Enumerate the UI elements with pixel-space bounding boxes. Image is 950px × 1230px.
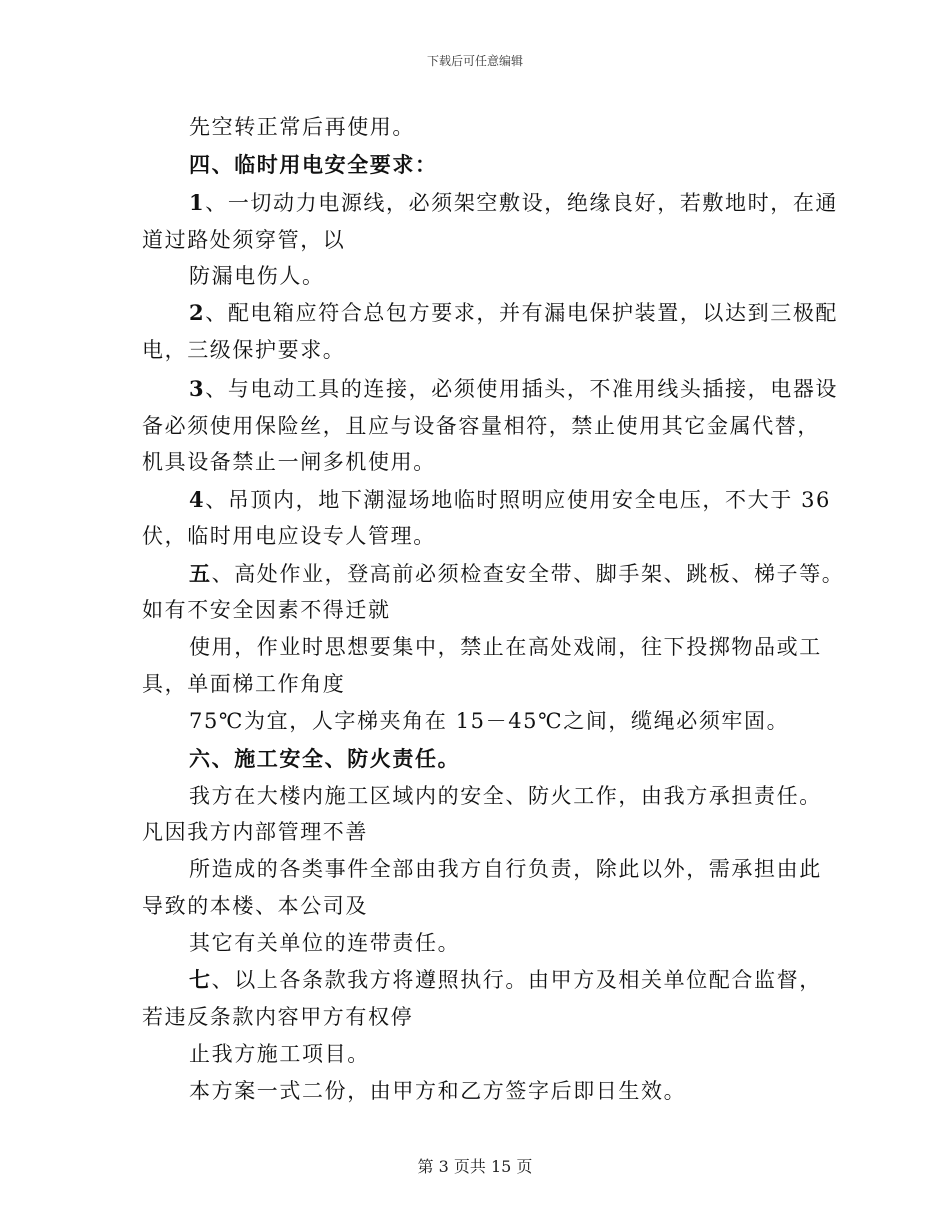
- section-heading-6: 六、施工安全、防火责任。: [189, 746, 461, 771]
- section-heading-4: 四、临时用电安全要求：: [189, 152, 438, 177]
- text-line: 75℃为宜，人字梯夹角在 15－45℃之间，缆绳必须牢固。: [189, 709, 790, 733]
- text-line: 先空转正常后再使用。: [189, 115, 415, 139]
- text-line: 本方案一式二份，由甲方和乙方签字后即日生效。: [189, 1079, 687, 1103]
- text-line: 凡因我方内部管理不善: [142, 820, 368, 844]
- text-line: 所造成的各类事件全部由我方自行负责，除此以外，需承担由此: [189, 857, 822, 881]
- text-line: 其它有关单位的连带责任。: [189, 931, 461, 955]
- text-line: 具，单面梯工作角度: [142, 672, 346, 696]
- text-line: 我方在大楼内施工区域内的安全、防火工作，由我方承担责任。: [189, 784, 822, 808]
- text-line: 导致的本楼、本公司及: [142, 894, 368, 918]
- text-line: 如有不安全因素不得迁就: [142, 598, 391, 622]
- text-line: 止我方施工项目。: [189, 1042, 370, 1066]
- text-line: 五、高处作业，登高前必须检查安全带、脚手架、跳板、梯子等。: [189, 561, 845, 586]
- text-line: 电，三级保护要求。: [142, 338, 346, 362]
- text-line: 3、与电动工具的连接，必须使用插头，不准用线头插接，电器设: [189, 376, 839, 401]
- page-header: 下载后可任意编辑: [426, 54, 523, 68]
- text-line: 道过路处须穿管，以: [142, 228, 346, 252]
- text-line: 七、以上各条款我方将遵照执行。由甲方及相关单位配合监督，: [189, 967, 822, 992]
- text-line: 4、吊顶内，地下潮湿场地临时照明应使用安全电压，不大于 36: [189, 487, 832, 512]
- text-line: 若违反条款内容甲方有权停: [142, 1005, 414, 1029]
- page-footer: 第 3 页共 15 页: [417, 1157, 533, 1176]
- text-line: 使用，作业时思想要集中，禁止在高处戏闹，往下投掷物品或工: [189, 635, 822, 659]
- text-line: 防漏电伤人。: [189, 264, 325, 288]
- text-line: 2、配电箱应符合总包方要求，并有漏电保护装置，以达到三极配: [189, 300, 839, 325]
- text-line: 备必须使用保险丝，且应与设备容量相符，禁止使用其它金属代替，: [142, 414, 820, 438]
- text-line: 1、一切动力电源线，必须架空敷设，绝缘良好，若敷地时，在通: [189, 190, 839, 215]
- text-line: 伏，临时用电应设专人管理。: [142, 524, 436, 548]
- text-line: 机具设备禁止一闸多机使用。: [142, 450, 436, 474]
